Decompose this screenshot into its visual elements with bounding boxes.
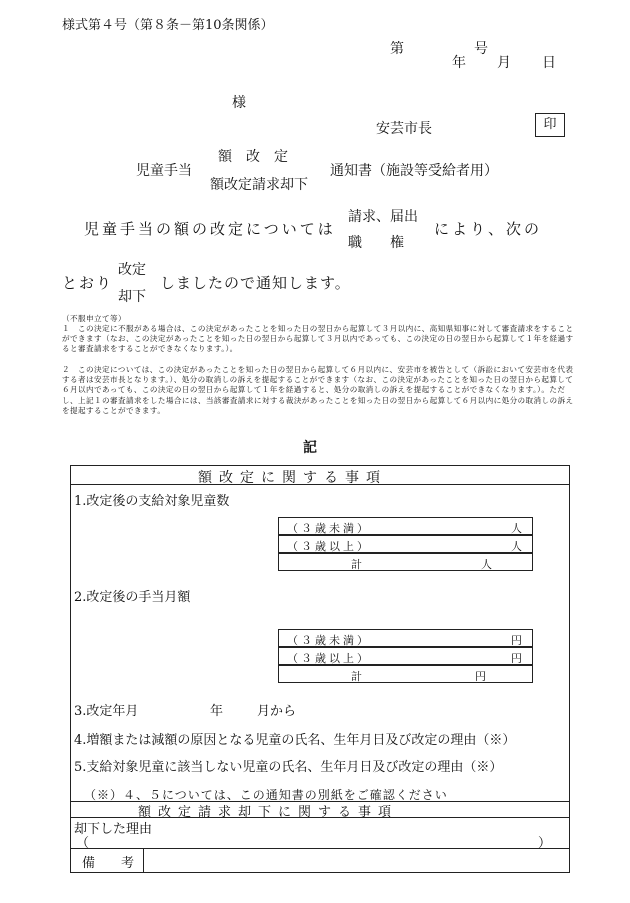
row-label: （３歳以上） [287,540,371,553]
row-unit: 人 [511,540,522,553]
row-unit: 円 [511,634,522,647]
title-suffix: 通知書（施設等受給者用） [330,163,498,179]
revision-heading: 額改定に関する事項 [198,470,387,486]
seal-mark: 印 [535,113,565,137]
body-option2-top: 改定 [118,262,146,278]
form-label: 様式第４号（第８条－第10条関係） [62,18,274,33]
row-unit: 人 [481,558,492,571]
row-label: 計 [351,670,362,683]
section-note: （※）４、５については、この通知書の別紙をご確認ください [84,788,448,802]
divider [70,848,569,849]
title-prefix: 児童手当 [136,163,192,179]
remarks-label: 備 考 [82,856,135,871]
item3-year: 年 [210,704,224,719]
addressee-suffix: 様 [232,95,246,111]
row-unit: 円 [475,670,486,683]
rejection-heading: 額改定請求却下に関する事項 [138,805,399,820]
item3-label: 3.改定年月 [74,704,139,719]
row-unit: 円 [511,652,522,665]
body-option-top: 請求、届出 [348,209,418,225]
appeal-heading: （不服申立て等） [62,314,126,323]
appeal-item-2: ２ この決定については、この決定があったことを知った日の翌日から起算して６月以内に、安芸市を被告として（訴訟において安芸市を代表する者は安芸市長となります。）、処分の取消しの訴えを提起することができます（なお、この決定があったことを知った日の翌日から起算して６月以内であっても、この決定の日の翌日から起算して１年を経過すると、処分の取消しの訴えを提起することができなくなります。）。ただし、上記１の審査請求をした場合には、当該審査請求に対する裁決があったことを知った日の翌日から起算して６月以内に処分の取消しの訴えを提起することができます。 [62,365,574,415]
ki-mark: 記 [303,440,317,456]
row-label: （３歳未満） [287,634,371,647]
amount-row-total [278,665,533,683]
body-line1-left: 児童手当の額の改定については [84,220,336,238]
issue-date: 年 月 日 [452,55,557,71]
children-row-over3 [278,535,533,553]
rejection-reason-label: 却下した理由 [74,822,153,837]
children-row-under3 [278,517,533,535]
row-unit: 人 [511,522,522,535]
title-option-top: 額 改 定 [218,149,288,165]
item3-month: 月から [257,704,297,719]
reason-paren-close: ） [538,836,552,851]
item5-label: 5.支給対象児童に該当しない児童の氏名、生年月日及び改定の理由（※） [74,760,503,775]
title-option-bottom: 額改定請求却下 [210,177,308,193]
body-option2-bottom: 却下 [118,289,146,305]
amount-row-under3 [278,629,533,647]
item2-label: 2.改定後の手当月額 [74,590,191,605]
item1-label: 1.改定後の支給対象児童数 [74,494,230,509]
issuer: 安芸市長 [376,121,432,137]
divider [70,484,569,485]
body-option-bottom: 職 権 [348,235,404,251]
row-label: 計 [351,558,362,571]
reason-paren-open: （ [76,836,90,851]
document-number: 第 号 [390,41,488,57]
appeal-item-1: １ この決定に不服がある場合は、この決定があったことを知った日の翌日から起算して３月以内に、高知県知事に対して審査請求をすることができます（なお、この決定があったことを知った日の翌日から起算して３月以内であっても、この決定の日の翌日から起算して１年を経過すると審査請求をすることができなくなります。）。 [62,324,574,354]
amount-row-over3 [278,647,533,665]
body-line2-left: とおり [62,274,114,292]
row-label: （３歳以上） [287,652,371,665]
body-line2-right: しましたので通知します。 [160,274,351,292]
item4-label: 4.増額または減額の原因となる児童の氏名、生年月日及び改定の理由（※） [74,733,516,748]
row-label: （３歳未満） [287,522,371,535]
body-line1-right: により、次の [434,220,543,238]
divider [143,848,144,872]
children-row-total [278,553,533,571]
